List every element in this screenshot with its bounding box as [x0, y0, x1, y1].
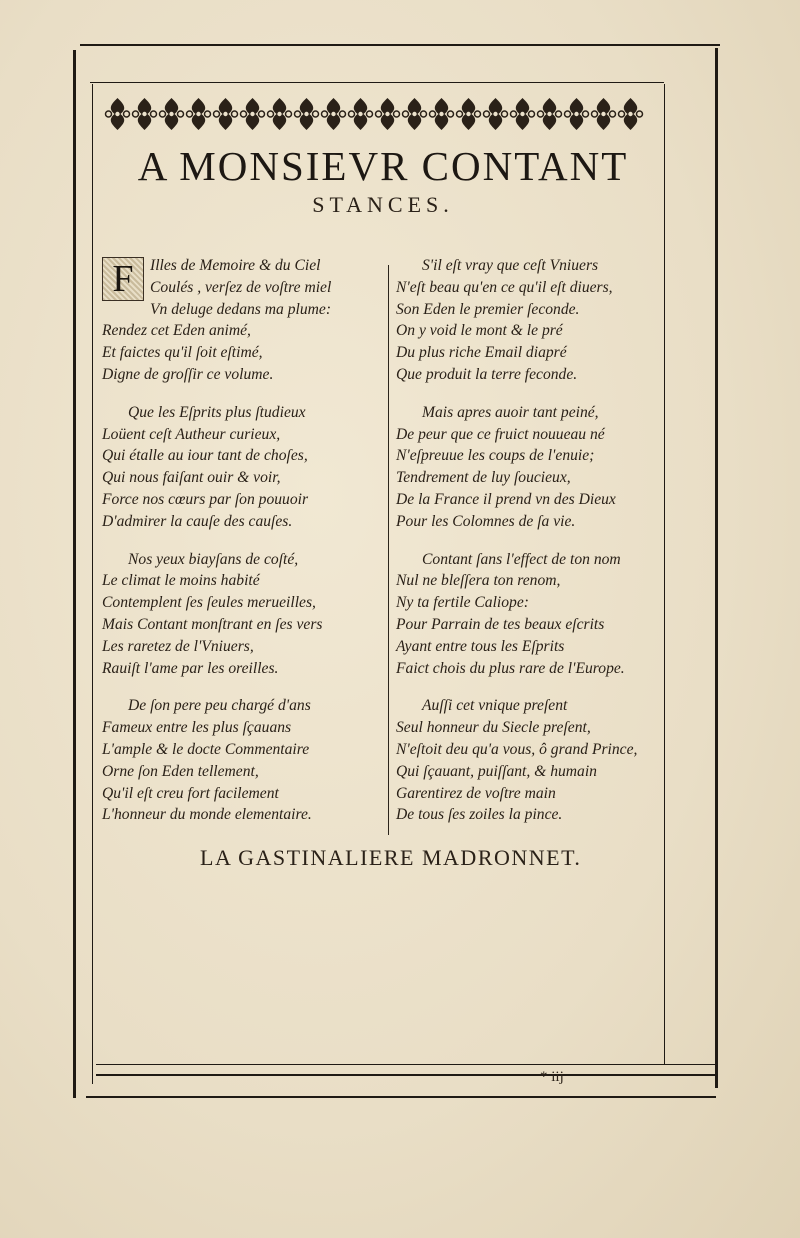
verse-line: D'admirer la cauſe des cauſes. — [102, 512, 293, 530]
verse-line: Pour Parrain de tes beaux eſcrits — [396, 615, 605, 633]
verse-line: De ſon pere peu chargé d'ans — [128, 697, 311, 715]
fleuron-motif — [106, 98, 130, 130]
outer-frame-top — [80, 44, 720, 46]
verse-line: Orne ſon Eden tellement, — [102, 762, 259, 780]
stanza — [396, 695, 671, 826]
fleuron-motif — [403, 98, 427, 130]
verse-line: Force nos cœurs par ſon pouuoir — [102, 490, 309, 508]
stanza — [102, 695, 377, 826]
verse-line: Illes de Memoire & du Ciel — [150, 257, 321, 274]
fleuron-motif — [619, 98, 643, 130]
verse-line: L'ample & le docte Commentaire — [102, 740, 310, 758]
verse-line: Du plus riche Email diapré — [396, 344, 567, 362]
verse-line: Et faictes qu'il ſoit eſtimé, — [102, 344, 263, 362]
verse-line: Que produit la terre feconde. — [396, 365, 578, 383]
verse-line: Nul ne bleſſera ton renom, — [396, 572, 561, 590]
fleuron-motif — [133, 98, 157, 130]
verse-line: Auſſi cet vnique preſent — [422, 697, 568, 715]
verse-line: Pour les Colomnes de ſa vie. — [396, 512, 576, 530]
outer-frame-bottom — [86, 1096, 716, 1098]
verse-line: De la France il prend vn des Dieux — [396, 490, 616, 508]
fleuron-motif — [295, 98, 319, 130]
fleuron-motif — [592, 98, 616, 130]
fleuron-headpiece — [104, 94, 652, 134]
verse-line: Rendez cet Eden animé, — [102, 322, 251, 340]
verse-line: Rauiſt l'ame par les oreilles. — [102, 659, 279, 677]
right-column — [396, 255, 671, 842]
fleuron-motif — [565, 98, 589, 130]
verse-line: Son Eden le premier ſeconde. — [396, 300, 580, 318]
stanza — [396, 255, 671, 386]
fleuron-motif — [484, 98, 508, 130]
author-signature: LA GASTINALIERE MADRONNET. — [200, 845, 582, 870]
stanza — [102, 549, 377, 680]
verse-line: Le climat le moins habité — [102, 572, 260, 590]
stanza — [102, 402, 377, 533]
verse-line: Nos yeux biayſans de coſté, — [128, 550, 299, 568]
column-divider — [388, 265, 389, 835]
stanza — [396, 549, 671, 680]
fleuron-motif — [511, 98, 535, 130]
verse-line: S'il eſt vray que ceſt Vniuers — [422, 257, 599, 274]
verse-line: Ny ta fertile Caliope: — [396, 594, 529, 612]
verse-line: Ayant entre tous les Eſprits — [396, 637, 565, 655]
verse-line: De peur que ce fruict nouueau né — [396, 425, 605, 443]
signature-mark: * iij — [540, 1069, 564, 1085]
verse-line: Garentirez de voſtre main — [396, 784, 556, 802]
left-column — [102, 255, 377, 842]
verse-line: Mais apres auoir tant peiné, — [422, 403, 599, 421]
verse-line: Qui étalle au iour tant de choſes, — [102, 447, 308, 465]
verse-line: Que les Eſprits plus ſtudieux — [128, 403, 306, 421]
verse-line: Les raretez de l'Vniuers, — [102, 637, 254, 655]
fleuron-motif — [349, 98, 373, 130]
fleuron-motif — [187, 98, 211, 130]
inner-frame-top — [90, 82, 664, 83]
fleuron-motif — [160, 98, 184, 130]
verse-line: Contant ſans l'effect de ton nom — [422, 550, 621, 568]
decorated-initial: F — [102, 257, 144, 301]
verse-line: Mais Contant monſtrant en ſes vers — [102, 615, 323, 633]
verse-line: Tendrement de luy ſoucieux, — [396, 469, 571, 487]
stanza — [102, 255, 377, 386]
verse-line: N'eſt beau qu'en ce qu'il eſt diuers, — [396, 278, 613, 296]
fleuron-motif — [430, 98, 454, 130]
inner-frame-bottom — [96, 1064, 716, 1065]
fleuron-motif — [241, 98, 265, 130]
outer-frame-left — [73, 50, 76, 1098]
verse-line: Fameux entre les plus ſçauans — [102, 719, 292, 737]
stanza — [396, 402, 671, 533]
page-subtitle: STANCES. — [312, 192, 454, 217]
verse-line: Digne de groſſir ce volume. — [102, 365, 274, 383]
fleuron-motif — [322, 98, 346, 130]
fleuron-motif — [268, 98, 292, 130]
page-title: A MONSIEVR CONTANT — [137, 143, 629, 189]
verse-line: Qui nous faiſant ouir & voir, — [102, 469, 281, 487]
verse-line: On y void le mont & le pré — [396, 322, 563, 340]
fleuron-motif — [214, 98, 238, 130]
footer-rule — [96, 1074, 716, 1076]
verse-line: De tous ſes zoiles la pince. — [396, 806, 563, 824]
verse-line: Qu'il eſt creu fort facilement — [102, 784, 279, 802]
verse-line: L'honneur du monde elementaire. — [102, 806, 312, 824]
verse-line: Loüent ceſt Autheur curieux, — [102, 425, 281, 443]
verse-line: Faict chois du plus rare de l'Europe. — [396, 659, 625, 677]
fleuron-motif — [538, 98, 562, 130]
fleuron-motif — [457, 98, 481, 130]
verse-line: N'eſpreuue les coups de l'enuie; — [396, 447, 595, 465]
verse-line: Coulés , verſez de voſtre miel — [150, 278, 332, 296]
verse-line: Qui ſçauant, puiſſant, & humain — [396, 762, 597, 780]
verse-line: Contemplent ſes ſeules merueilles, — [102, 594, 316, 612]
inner-frame-left — [92, 84, 93, 1084]
fleuron-motif — [376, 98, 400, 130]
verse-line: Vn deluge dedans ma plume: — [150, 300, 332, 318]
verse-line: N'eſtoit deu qu'a vous, ô grand Prince, — [396, 740, 638, 758]
outer-frame-right — [715, 48, 718, 1088]
verse-line: Seul honneur du Siecle preſent, — [396, 719, 591, 737]
